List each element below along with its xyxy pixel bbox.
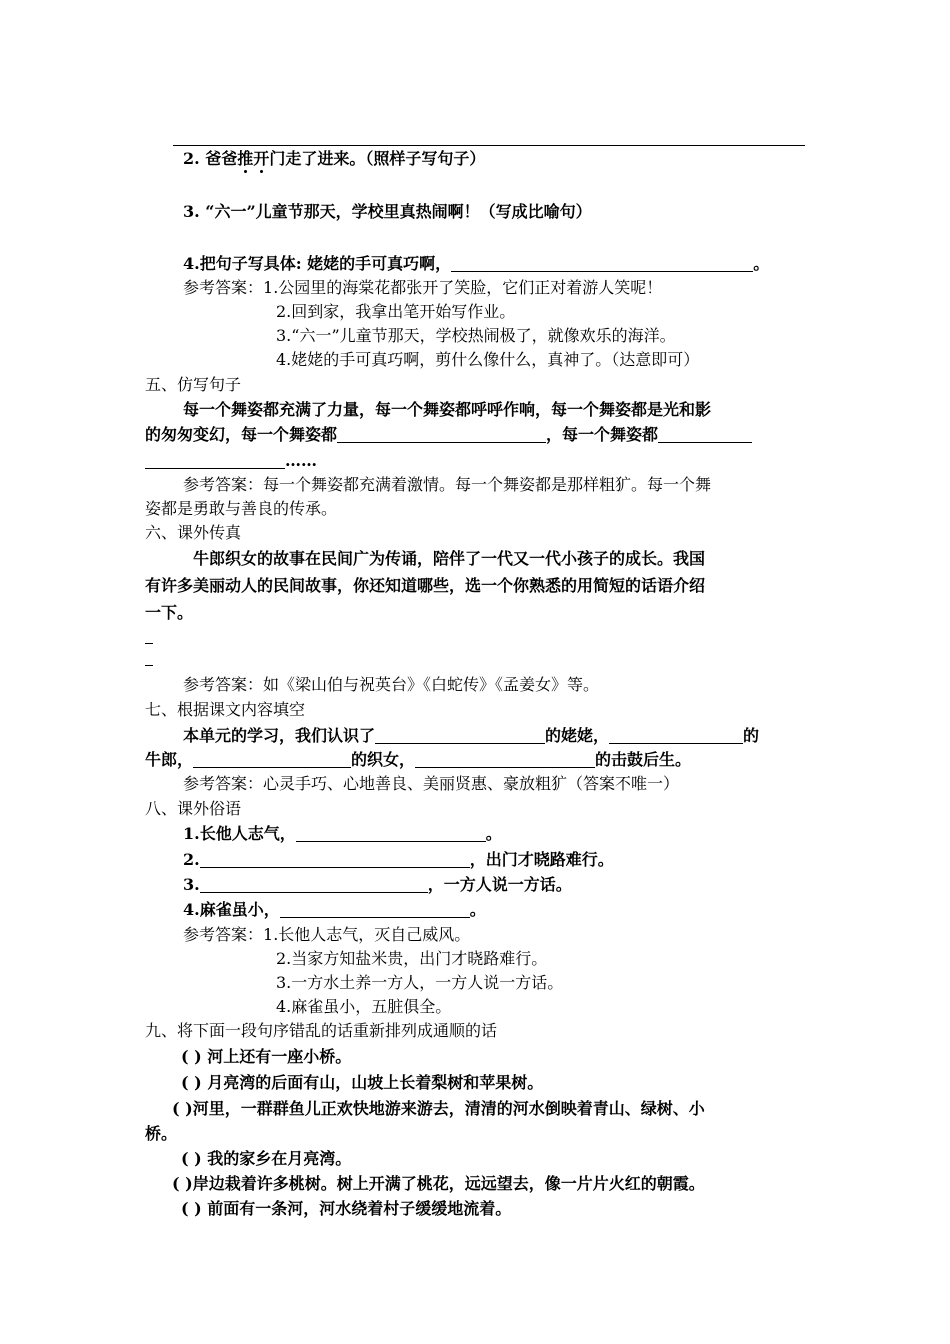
s7-line-1: 本单元的学习，我们认识了 的姥姥， 的 xyxy=(183,726,760,745)
s7-line-2: 牛郎， 的织女， 的击鼓后生。 xyxy=(145,750,692,769)
s6-answer: 参考答案：如《梁山伯与祝英台》《白蛇传》《孟姜女》等。 xyxy=(183,675,600,694)
answer-line-mark xyxy=(145,643,153,644)
s9-item: ( ) 河上还有一座小桥。 xyxy=(181,1047,352,1066)
answer-blank[interactable] xyxy=(375,727,545,744)
answer-blank[interactable] xyxy=(296,825,486,842)
s4-answer-1: 参考答案：1.公园里的海棠花都张开了笑脸，它们正对着游人笑呢！ xyxy=(183,278,663,297)
answer-blank[interactable] xyxy=(609,727,743,744)
s5-line-1: 每一个舞姿都充满了力量，每一个舞姿都呼呼作响，每一个舞姿都是光和影 xyxy=(183,400,712,419)
s4-answer-4: 4.姥姥的手可真巧啊，剪什么像什么，真神了。（达意即可） xyxy=(276,350,700,369)
s9-item-continued: 桥。 xyxy=(145,1124,178,1143)
s4-answer-2: 2.回到家，我拿出笔开始写作业。 xyxy=(276,302,516,321)
section-7-title: 七、根据课文内容填空 xyxy=(145,700,306,719)
section-9-title: 九、将下面一段句序错乱的话重新排列成通顺的话 xyxy=(145,1021,498,1040)
s8-question-3: 3. ，一方人说一方话。 xyxy=(183,875,572,894)
s8-answer-4: 4.麻雀虽小，五脏俱全。 xyxy=(276,997,452,1016)
answer-blank[interactable] xyxy=(415,751,595,768)
s4-question-2: 2. 爸爸推开门走了进来。（照样子写句子） xyxy=(183,149,486,168)
answer-blank[interactable] xyxy=(145,452,285,469)
s4-question-3: 3. “六一”儿童节那天，学校里真热闹啊！（写成比喻句） xyxy=(183,202,592,221)
answer-blank[interactable] xyxy=(451,255,753,272)
section-8-title: 八、课外俗语 xyxy=(145,799,242,818)
s6-line-3: 一下。 xyxy=(145,603,194,622)
s4-answer-3: 3.“六一”儿童节那天，学校热闹极了，就像欢乐的海洋。 xyxy=(276,326,676,345)
answer-blank[interactable] xyxy=(193,751,351,768)
s8-question-1: 1.长他人志气， 。 xyxy=(183,824,502,843)
s5-answer-1: 参考答案：每一个舞姿都充满着激情。每一个舞姿都是那样粗犷。每一个舞 xyxy=(183,475,712,494)
answer-blank[interactable] xyxy=(200,851,470,868)
section-6-title: 六、课外传真 xyxy=(145,523,242,542)
s8-question-2: 2. ，出门才晓路难行。 xyxy=(183,850,614,869)
s8-question-4: 4.麻雀虽小， 。 xyxy=(183,900,486,919)
s4-question-4: 4.把句子写具体: 姥姥的手可真巧啊， 。 xyxy=(183,254,770,273)
section-5-title: 五、仿写句子 xyxy=(145,375,242,394)
s8-answer-3: 3.一方水土养一方人，一方人说一方话。 xyxy=(276,973,564,992)
s9-item: ( )河里，一群群鱼儿正欢快地游来游去，清清的河水倒映着青山、绿树、小 xyxy=(172,1099,705,1118)
s6-line-2: 有许多美丽动人的民间故事，你还知道哪些，选一个你熟悉的用简短的话语介绍 xyxy=(145,576,706,595)
answer-blank[interactable] xyxy=(658,426,752,443)
s9-item: ( ) 前面有一条河，河水绕着村子缓缓地流着。 xyxy=(181,1199,512,1218)
top-rule xyxy=(173,145,805,146)
s7-answer: 参考答案：心灵手巧、心地善良、美丽贤惠、豪放粗犷（答案不唯一） xyxy=(183,774,680,793)
s5-line-3: …… xyxy=(145,450,317,472)
answer-line-mark xyxy=(145,665,153,666)
answer-blank[interactable] xyxy=(280,901,470,918)
s9-item: ( )岸边栽着许多桃树。树上开满了桃花，远远望去，像一片片火红的朝霞。 xyxy=(172,1174,705,1193)
s5-answer-2: 姿都是勇敢与善良的传承。 xyxy=(145,499,338,518)
answer-blank[interactable] xyxy=(337,426,546,443)
s6-line-1: 牛郎织女的故事在民间广为传诵，陪伴了一代又一代小孩子的成长。我国 xyxy=(193,549,706,568)
s8-answer-1: 参考答案：1.长他人志气，灭自己威风。 xyxy=(183,925,471,944)
answer-blank[interactable] xyxy=(200,876,428,893)
s9-item: ( ) 我的家乡在月亮湾。 xyxy=(181,1149,352,1168)
s9-item: ( ) 月亮湾的后面有山，山坡上长着梨树和苹果树。 xyxy=(181,1073,544,1092)
s5-line-2: 的匆匆变幻，每一个舞姿都 ，每一个舞姿都 xyxy=(145,424,752,446)
s8-answer-2: 2.当家方知盐米贵，出门才晓路难行。 xyxy=(276,949,548,968)
